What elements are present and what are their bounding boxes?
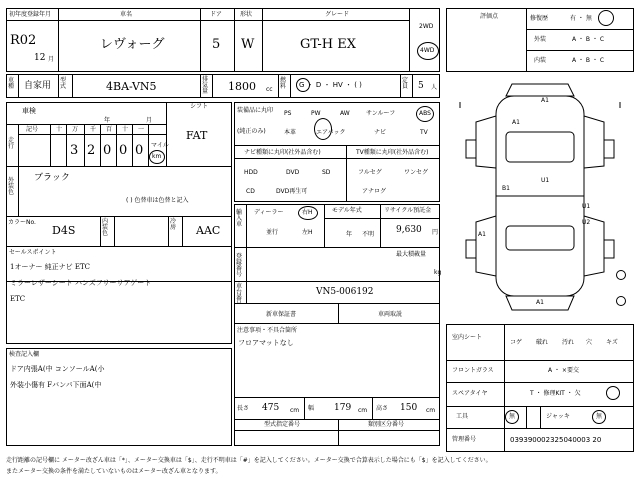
damage-u2-r: U2 — [582, 219, 591, 226]
navi-sd: SD — [322, 169, 331, 176]
digit-hdr-6: 一 — [138, 126, 145, 133]
digit-hdr-2: 万 — [72, 126, 79, 133]
navi-hdd: HDD — [244, 169, 258, 176]
damage-u1-roof: U1 — [541, 177, 550, 184]
damage-a1-fl: A1 — [512, 119, 520, 126]
inspector-line-1: ドア内張A(中 コンソールA(小 — [10, 365, 105, 373]
equip-abs: ABS — [419, 110, 431, 117]
hgt: 150 — [400, 403, 418, 413]
repair-circle — [598, 10, 614, 26]
reg-label: 初年度登録年月 — [9, 11, 52, 18]
grade-label: グレード — [325, 11, 350, 18]
spare-circle — [606, 386, 620, 400]
equip-pw: PW — [311, 110, 321, 117]
damage-a1-rl: A1 — [478, 231, 486, 238]
inspection-month: 月 — [146, 117, 153, 124]
tv-oneseg: ワンセグ — [404, 169, 429, 176]
cc-unit: cc — [266, 86, 273, 93]
sales-line-3: ETC — [10, 295, 26, 303]
shape-label: 形状 — [240, 11, 253, 18]
car-name: レヴォーグ — [100, 37, 165, 52]
hgt-label: 高さ — [376, 405, 389, 412]
sales-label: セールスポイント — [9, 249, 57, 256]
sales-block — [6, 279, 232, 344]
mileage-label: 走行 — [8, 137, 15, 150]
digit-hdr-3: 千 — [90, 126, 97, 133]
inspection-label: 車検 — [22, 107, 36, 115]
equip-airbag: エアバック — [316, 129, 346, 136]
wid: 179 — [334, 403, 352, 413]
sales-line-1: 1オーナー 純正ナビ ETC — [10, 263, 91, 271]
tools-label: 工具 — [456, 413, 469, 420]
repair-label: 修復歴 — [530, 15, 549, 22]
model-label: 型式 — [60, 77, 67, 90]
cap-unit: 人 — [431, 84, 438, 91]
model-year-year: 年 — [346, 231, 353, 238]
footer-line-1: 走行距離の記号欄に メーター改ざん車は「*」、メーター交換車は「$」、走行不明車は「#」を記入してください。メーター交換で合算表示した場合にも「$」を記入してください。 — [6, 457, 492, 464]
damage-u1-r: U1 — [582, 203, 591, 210]
ext-label: 外装 — [534, 36, 547, 43]
cap-label: 定員 — [402, 77, 409, 90]
tv-fullseg: フルセグ — [358, 169, 382, 176]
drive-4wd: 4WD — [420, 47, 435, 54]
evaluation-label: 評価点 — [480, 13, 499, 20]
color-no-label: カラーNo. — [8, 219, 36, 226]
cool: AAC — [196, 224, 221, 237]
footer-line-2: またメーター交換の条件を満たしていないものはメーター改ざん車となります。 — [6, 468, 222, 475]
manual: 車両取説 — [378, 311, 403, 318]
recycle-label: リサイクル預託金 — [384, 207, 432, 214]
chassis-label: 車台番 — [236, 283, 243, 302]
seat-hole: 穴 — [586, 339, 593, 346]
seat-label: 室内シート — [452, 334, 483, 341]
equip-leather: 本革 — [284, 129, 297, 136]
glass-opts: A ・ ×要交 — [548, 367, 579, 374]
seat-tear: 破れ — [536, 339, 549, 346]
wid-label: 幅 — [308, 405, 315, 412]
import-label: 輸入車 — [236, 209, 243, 228]
equip-sunroof: サンルーフ — [366, 110, 396, 117]
navi-dvd-play: DVD再生可 — [276, 188, 308, 195]
shift-label: シフト — [190, 103, 209, 110]
max-load-unit: kg — [434, 269, 442, 276]
car-type: 自家用 — [24, 81, 52, 91]
model-year-unknown: 不明 — [362, 231, 375, 238]
cc-label: 排気量 — [202, 76, 209, 95]
len-label: 長さ — [237, 405, 250, 412]
exterior-label: 外装色 — [8, 177, 15, 196]
equip-navi: ナビ — [374, 129, 387, 136]
tv-label: TV種類に丸印(社外品含む) — [356, 149, 429, 156]
docs-block — [234, 304, 440, 324]
len: 475 — [262, 403, 280, 413]
reg-month-unit: 月 — [48, 56, 55, 63]
jack-value: 無 — [596, 413, 603, 420]
equipment-label: 装備品に丸印 — [237, 107, 274, 114]
int-label: 内装 — [534, 57, 547, 64]
mgmt-value: 039390002325040003 20 — [510, 436, 602, 444]
equip-aw: AW — [340, 110, 350, 117]
navi-dvd: DVD — [286, 169, 300, 176]
digit-hdr-5: 十 — [122, 126, 129, 133]
seat-scratch: キズ — [606, 339, 618, 346]
equip-tv: TV — [420, 129, 428, 136]
reg-year: R02 — [10, 33, 37, 48]
navi-cd: CD — [246, 188, 255, 195]
door-label: ドア — [210, 11, 222, 18]
spare-label: スペアタイヤ — [452, 390, 488, 397]
max-load-label: 最大積載量 — [396, 251, 427, 258]
drive-block — [410, 8, 440, 72]
notes-label: 注意事項・不具合箇所 — [237, 327, 298, 334]
digit-hdr-0: 記号 — [26, 126, 39, 133]
exterior-color: ブラック — [34, 173, 70, 183]
model: 4BA-VN5 — [106, 80, 157, 93]
inspector-line-2: 外装小傷有 Fバンパ下面A(中 — [10, 381, 102, 389]
digit-hdr-1: 十 — [56, 126, 63, 133]
len-unit: cm — [290, 407, 300, 414]
doors: 5 — [212, 37, 221, 52]
type-no-label: 型式指定番号 — [264, 421, 301, 428]
recycle-value: 9,630 — [396, 225, 422, 235]
interior-color-label: 内装色 — [102, 218, 109, 237]
type-label: 車種 — [8, 77, 15, 90]
repair-opts: 有 ・ 無 — [570, 15, 592, 22]
digit-0c: 0 — [135, 143, 144, 158]
seat-burn: コゲ — [510, 339, 523, 346]
new-warranty: 新車保証書 — [266, 311, 297, 318]
grade: GT-H EX — [300, 37, 356, 52]
ext-opts: A ・ B ・ C — [572, 36, 605, 43]
spare-opts: T ・ 修理KIT ・ 欠 — [530, 390, 581, 397]
mark-circle-2 — [616, 296, 626, 306]
inspector-label: 検査記入欄 — [9, 351, 40, 358]
sales-line-2: ミラーレザーシート ハンズフリーリアゲート — [10, 279, 152, 287]
damage-a1-front: A1 — [541, 97, 549, 104]
car-outline — [446, 76, 634, 320]
import-parallel: 並行 — [266, 229, 279, 236]
equip-ps: PS — [284, 110, 292, 117]
class-no-label: 類別区分番号 — [368, 421, 405, 428]
cc: 1800 — [228, 80, 256, 93]
fuel-label: 燃料 — [280, 77, 287, 90]
name-label: 車名 — [120, 11, 133, 18]
inspector-block — [6, 348, 232, 446]
digit-0b: 0 — [119, 143, 128, 158]
equipment-label2: (純正のみ) — [237, 128, 266, 135]
mark-circle-1 — [616, 270, 626, 280]
int-opts: A ・ B ・ C — [572, 57, 605, 64]
capacity: 5 — [418, 81, 424, 91]
shape: W — [241, 37, 255, 52]
hgt-unit: cm — [426, 407, 436, 414]
drive-2wd: 2WD — [419, 23, 434, 30]
digit-2: 2 — [87, 143, 96, 158]
chassis-value: VN5-006192 — [316, 287, 374, 297]
damage-b1: B1 — [502, 185, 510, 192]
reg-month: 12 — [34, 53, 46, 63]
mile-label: マイル — [151, 142, 169, 149]
damage-a1-rear: A1 — [536, 299, 544, 306]
color-no: D4S — [52, 224, 76, 237]
tv-analog: アナログ — [362, 188, 387, 195]
km-label: km — [152, 153, 162, 160]
digit-0a: 0 — [103, 143, 112, 158]
import-dealer: ディーラー — [254, 209, 284, 216]
notes-text: フロアマットなし — [238, 339, 294, 347]
jack-label: ジャッキ — [546, 413, 570, 420]
fuel: G ・ D ・ HV ・ ( ) — [299, 81, 362, 89]
seat-stain: 汚れ — [562, 339, 575, 346]
digit-3: 3 — [70, 143, 79, 158]
mgmt-label: 管理番号 — [452, 436, 477, 443]
reg-no-label: 登録番号 — [236, 253, 243, 278]
inspection-year: 年 — [104, 117, 111, 124]
navi-label: ナビ種類に丸印(社外品含む) — [244, 149, 321, 156]
notes-block — [234, 324, 440, 398]
exterior-note: ( ) 色替車は色替と記入 — [126, 197, 189, 204]
cool-label: 冷房 — [170, 218, 177, 231]
recycle-unit: 円 — [432, 229, 439, 236]
wid-unit: cm — [358, 407, 368, 414]
import-handle-r: 右H — [302, 209, 313, 216]
tools-value: 無 — [509, 413, 516, 420]
digit-hdr-4: 百 — [106, 126, 113, 133]
glass-label: フロントガラス — [452, 367, 494, 374]
model-year-label: モデル年式 — [332, 207, 362, 214]
import-handle-l: 左H — [302, 229, 313, 236]
shift: FAT — [186, 129, 208, 142]
damage-diagram — [446, 76, 634, 320]
